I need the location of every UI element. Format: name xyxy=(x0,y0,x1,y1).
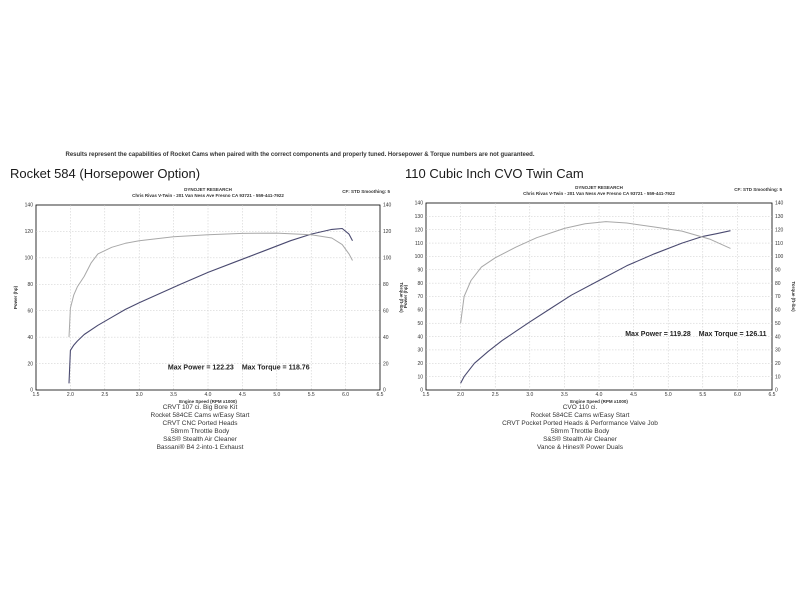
y-tick-label-right: 120 xyxy=(383,229,392,236)
disclaimer: Results represent the capabilities of Rocket Cams when paired with the correct components and properly tuned. Horsepower & Torque numbers are not guaranteed. xyxy=(65,152,535,158)
x-tick-label: 6.0 xyxy=(733,392,741,398)
max-torque-label: Max Torque = 126.11 xyxy=(698,330,767,338)
build-spec-item: S&S® Stealth Air Cleaner xyxy=(543,436,617,443)
x-tick-label: 3.5 xyxy=(170,392,178,398)
y-tick-label-right: 120 xyxy=(775,227,784,234)
y-tick-label-right: 10 xyxy=(775,374,781,381)
x-axis-label: Engine Speed (RPM x1000) xyxy=(570,399,628,404)
build-spec-item: CRVT Pocket Ported Heads & Performance Valve Job xyxy=(502,420,658,427)
build-spec-item: CRVT CNC Ported Heads xyxy=(162,420,238,427)
x-tick-label: 3.0 xyxy=(526,392,534,398)
dyno-header-settings: CF: STD Smoothing: 5 xyxy=(734,187,782,192)
build-spec-item: CRVT 107 ci. Big Bore Kit xyxy=(162,404,238,411)
y-tick-label-right: 90 xyxy=(775,267,781,274)
y-tick-label-right: 110 xyxy=(775,240,783,247)
y-tick-label-right: 60 xyxy=(775,307,781,314)
y-tick-label-left: 80 xyxy=(27,281,33,288)
y-tick-label-left: 60 xyxy=(27,308,33,315)
y-tick-label-right: 80 xyxy=(775,280,781,287)
y-tick-label-left: 70 xyxy=(417,294,423,301)
x-tick-label: 6.0 xyxy=(342,392,350,398)
build-specs-left xyxy=(80,404,320,452)
y-tick-label-left: 110 xyxy=(415,240,423,247)
panel-title-left: Rocket 584 (Horsepower Option) xyxy=(10,166,201,181)
build-spec-item: 58mm Throttle Body xyxy=(550,428,610,435)
y-tick-label-left: 0 xyxy=(30,387,33,394)
x-tick-label: 2.0 xyxy=(66,392,74,398)
x-axis-label: Engine Speed (RPM x1000) xyxy=(179,399,237,404)
x-tick-label: 6.5 xyxy=(376,392,384,398)
y-tick-label-right: 40 xyxy=(775,334,781,341)
build-spec-item: CVO 110 ci. xyxy=(562,404,598,411)
x-tick-label: 5.5 xyxy=(699,392,707,398)
y-axis-label-right: Torque (ft-lbs) xyxy=(791,281,796,312)
y-tick-label-right: 50 xyxy=(775,320,781,327)
dyno-header-subtitle: Chris Rivas V-Twin - 201 Van Ness Ave Fresno CA 93721 - 559-441-7922 xyxy=(132,193,284,198)
build-spec-item: S&S® Stealth Air Cleaner xyxy=(163,436,237,443)
y-tick-label-right: 80 xyxy=(383,281,389,288)
y-tick-label-left: 20 xyxy=(27,361,33,368)
y-axis-label-left: Power (hp) xyxy=(403,284,408,309)
y-axis-label-left: Power (hp) xyxy=(13,285,18,310)
y-tick-label-right: 20 xyxy=(383,361,389,368)
y-tick-label-left: 130 xyxy=(414,214,423,221)
x-tick-label: 4.5 xyxy=(238,392,246,398)
x-tick-label: 4.0 xyxy=(204,392,212,398)
x-tick-label: 5.0 xyxy=(664,392,672,398)
y-tick-label-right: 140 xyxy=(383,202,392,209)
x-tick-label: 2.0 xyxy=(457,392,465,398)
x-tick-label: 1.5 xyxy=(32,392,40,398)
x-tick-label: 5.0 xyxy=(273,392,281,398)
build-spec-item: Bassani® B4 2-into-1 Exhaust xyxy=(156,444,244,451)
max-power-label: Max Power = 122.23 xyxy=(167,364,234,372)
y-tick-label-left: 40 xyxy=(27,334,33,341)
build-spec-item: Rocket 584CE Cams w/Easy Start xyxy=(150,412,250,419)
x-tick-label: 5.5 xyxy=(307,392,315,398)
x-tick-label: 2.5 xyxy=(491,392,499,398)
y-tick-label-left: 80 xyxy=(417,280,423,287)
y-tick-label-left: 140 xyxy=(24,202,33,209)
x-tick-label: 3.5 xyxy=(560,392,568,398)
y-tick-label-right: 40 xyxy=(383,334,389,341)
dyno-header-title: DYNOJET RESEARCH xyxy=(184,187,232,192)
x-tick-label: 4.5 xyxy=(630,392,638,398)
y-tick-label-left: 20 xyxy=(417,360,423,367)
x-tick-label: 6.5 xyxy=(768,392,776,398)
y-axis-label-right: Torque (ft-lbs) xyxy=(399,282,404,313)
max-power-label: Max Power = 119.28 xyxy=(625,330,691,338)
y-tick-label-right: 60 xyxy=(383,308,389,315)
y-tick-label-right: 20 xyxy=(775,360,781,367)
y-tick-label-right: 100 xyxy=(775,254,784,261)
x-tick-label: 4.0 xyxy=(595,392,603,398)
y-tick-label-right: 70 xyxy=(775,294,781,301)
y-tick-label-right: 30 xyxy=(775,347,781,354)
y-tick-label-left: 140 xyxy=(414,200,423,207)
y-tick-label-left: 30 xyxy=(417,347,423,354)
y-tick-label-right: 140 xyxy=(775,200,784,207)
y-tick-label-left: 120 xyxy=(414,227,423,234)
y-tick-label-left: 40 xyxy=(417,334,423,341)
build-spec-item: Vance & Hines® Power Duals xyxy=(537,444,623,451)
dyno-header-title: DYNOJET RESEARCH xyxy=(575,185,623,190)
y-tick-label-left: 120 xyxy=(24,229,33,236)
y-tick-label-left: 0 xyxy=(420,387,423,394)
y-tick-label-left: 90 xyxy=(417,267,423,274)
max-torque-label: Max Torque = 118.76 xyxy=(241,364,310,372)
x-tick-label: 1.5 xyxy=(422,392,430,398)
panel-title-right: 110 Cubic Inch CVO Twin Cam xyxy=(405,166,584,181)
y-tick-label-right: 100 xyxy=(383,255,392,262)
y-tick-label-right: 0 xyxy=(775,387,778,394)
y-tick-label-right: 0 xyxy=(383,387,386,394)
y-tick-label-left: 10 xyxy=(417,374,423,381)
y-tick-label-left: 100 xyxy=(414,254,423,261)
y-tick-label-right: 130 xyxy=(775,214,784,221)
y-tick-label-left: 50 xyxy=(417,320,423,327)
build-spec-item: 58mm Throttle Body xyxy=(170,428,230,435)
x-tick-label: 3.0 xyxy=(135,392,143,398)
dyno-header-subtitle: Chris Rivas V-Twin - 201 Van Ness Ave Fresno CA 93721 - 559-441-7922 xyxy=(523,191,675,196)
x-tick-label: 2.5 xyxy=(101,392,109,398)
build-specs-right xyxy=(460,404,700,452)
y-tick-label-left: 100 xyxy=(24,255,33,262)
build-spec-item: Rocket 584CE Cams w/Easy Start xyxy=(530,412,630,419)
dyno-header-settings: CF: STD Smoothing: 5 xyxy=(342,189,390,194)
y-tick-label-left: 60 xyxy=(417,307,423,314)
